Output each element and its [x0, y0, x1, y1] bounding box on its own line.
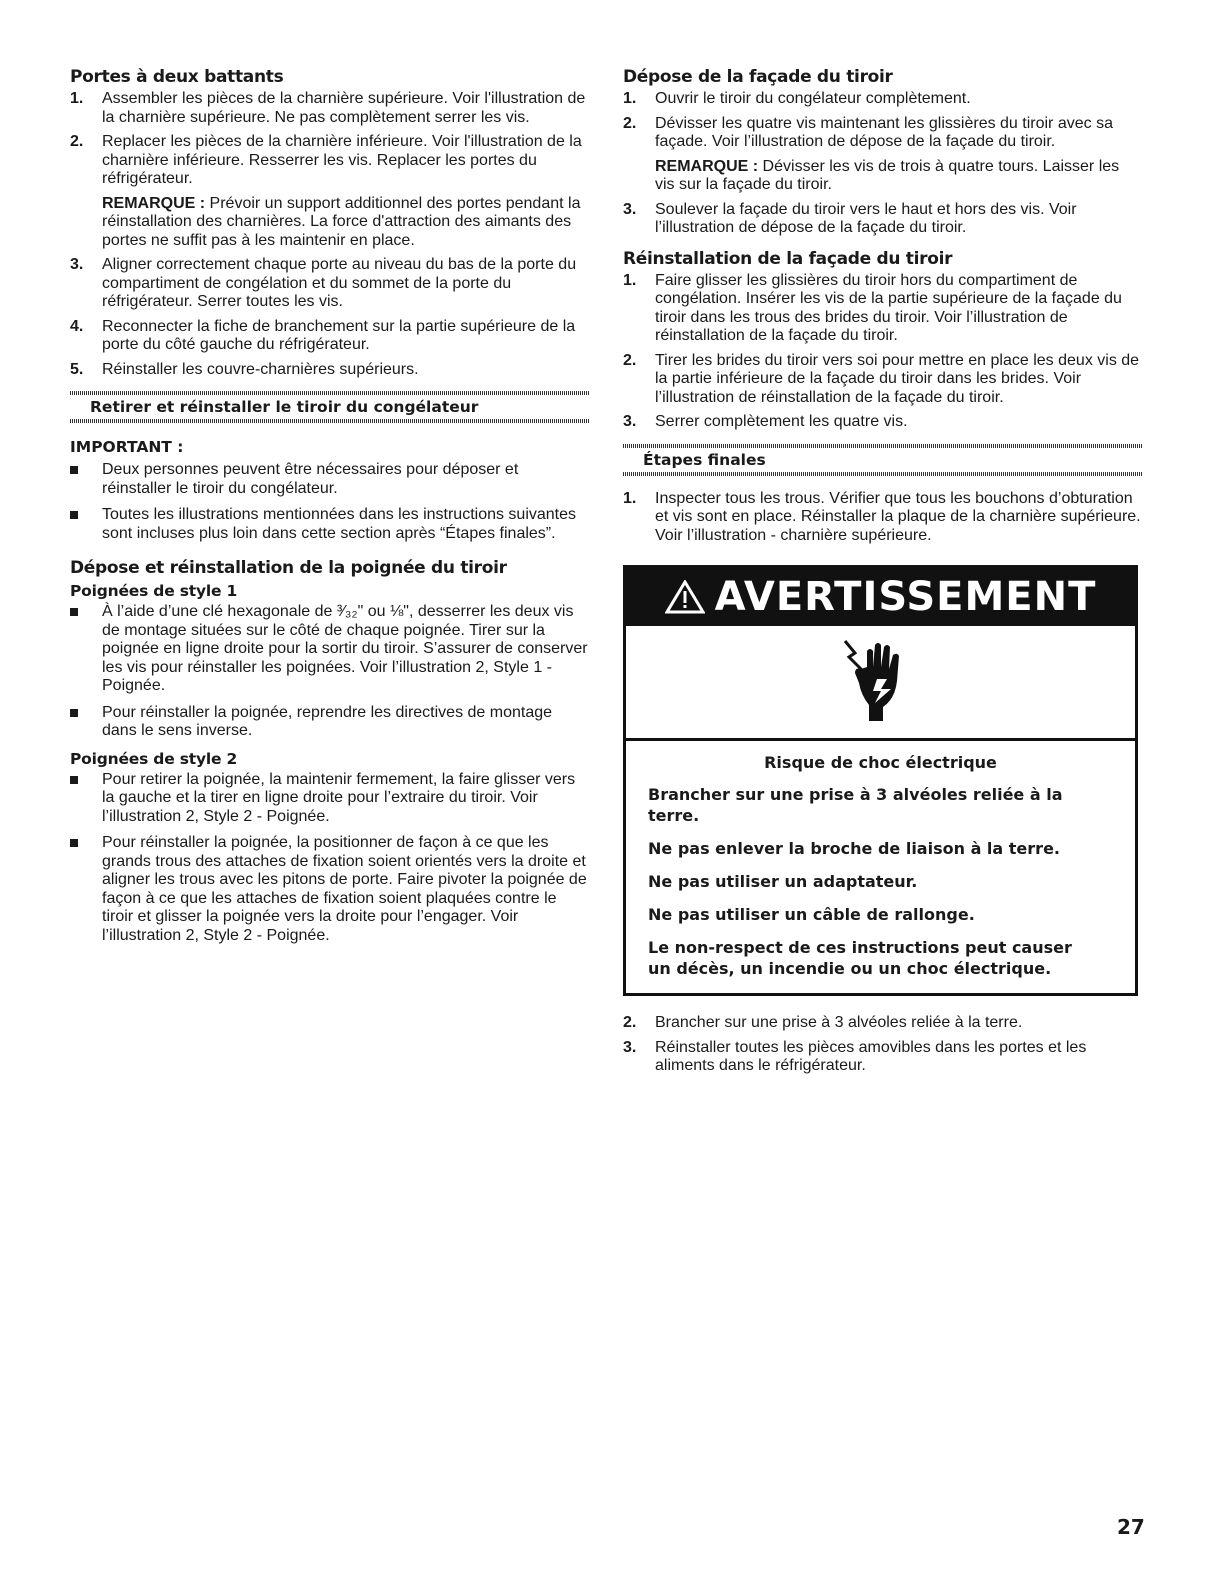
step-text: Assembler les pièces de la charnière supérieure. Voir l'illustration de la charnière supérieure. Ne pas complètement serrer les vis. — [102, 90, 586, 126]
step-number: 3. — [623, 413, 637, 430]
warning-triangle-icon — [665, 580, 705, 614]
step-text: Serrer complètement les quatre vis. — [655, 413, 908, 430]
step-item — [70, 318, 590, 355]
warning-box — [623, 565, 1138, 996]
warning-consequence — [648, 937, 1113, 979]
note-label: REMARQUE : — [655, 157, 759, 175]
right-column — [623, 66, 1143, 1082]
steps-depose — [623, 90, 1143, 238]
step-number: 2. — [70, 133, 84, 150]
step-text: Brancher sur une prise à 3 alvéoles reliée à la terre. — [655, 1014, 1023, 1031]
bullet-icon — [70, 511, 78, 519]
warning-header — [626, 568, 1135, 626]
warning-line: Ne pas utiliser un câble de rallonge. — [648, 905, 975, 924]
section-title-portes-deux-battants: Portes à deux battants — [70, 67, 284, 87]
list-item — [70, 834, 590, 945]
note-text: Dévisser les vis de trois à quatre tours. Laisser les vis sur la façade du tiroir. — [655, 157, 1120, 193]
step-number: 1. — [70, 90, 84, 107]
step-number: 3. — [623, 200, 637, 218]
electric-shock-hand-icon — [841, 637, 921, 727]
step-item — [623, 413, 1143, 432]
page-number: 27 — [1117, 1515, 1145, 1539]
warning-body — [626, 741, 1135, 993]
step-item — [623, 115, 1143, 195]
step-number: 2. — [623, 114, 637, 132]
list-item — [70, 771, 590, 827]
steps-reinstallation — [623, 272, 1143, 432]
step-item — [623, 490, 1143, 546]
warning-line: Ne pas utiliser un adaptateur. — [648, 872, 918, 891]
note — [655, 158, 1143, 195]
list-item-text: À l’aide d’une clé hexagonale de ³⁄₃₂" ou ⅛", desserrer les deux vis de montage situées sur le côté de chaque poignée. Tirer sur la poignée en ligne droite pour la sortir du tiroir. S’assurer de conserver les vis pour réinstaller les poignées. Voir l’illustration 2, Style 1 - Poignée. — [102, 603, 588, 694]
step-number: 3. — [70, 256, 84, 273]
step-number: 3. — [623, 1038, 637, 1056]
step-text: Inspecter tous les trous. Vérifier que tous les bouchons d’obturation et vis sont en place. Réinstaller la plaque de la charnière supérieure. Voir l’illustration - charnière supérieure. — [655, 489, 1141, 544]
warning-hazard: Risque de choc électrique — [764, 753, 997, 772]
step-item — [70, 133, 590, 250]
steps-portes — [70, 90, 590, 379]
step-number: 2. — [623, 351, 637, 369]
list-item — [70, 603, 590, 696]
warning-line: Brancher sur une prise à 3 alvéoles reliée à la terre. — [648, 785, 1063, 825]
list-item-text: Toutes les illustrations mentionnées dans les instructions suivantes sont incluses plus loin dans cette section après “Étapes finales”. — [102, 506, 577, 542]
step-item — [623, 352, 1143, 408]
subsection-title-style1: Poignées de style 1 — [70, 582, 238, 600]
bullet-icon — [70, 608, 78, 616]
step-text: Faire glisser les glissières du tiroir hors du compartiment de congélation. Insérer les vis de la partie supérieure de la façade du tiroir dans les trous des brides du tiroir. Voir l’illustration de réinstallation de la façade du tiroir. — [655, 271, 1122, 344]
section-band-tiroir: Retirer et réinstaller le tiroir du congélateur — [70, 391, 590, 423]
bullet-icon — [70, 839, 78, 847]
section-title-poignee: Dépose et réinstallation de la poignée du tiroir — [70, 558, 507, 578]
note — [102, 195, 590, 251]
step-number: 2. — [623, 1014, 637, 1031]
step-text: Aligner correctement chaque porte au niveau du bas de la porte du compartiment de congélation et du sommet de la porte du réfrigérateur. Serrer toutes les vis. — [102, 256, 577, 310]
warning-consequence-line-2: un décès, un incendie ou un choc électrique. — [648, 959, 1052, 978]
step-text: Ouvrir le tiroir du congélateur complètement. — [655, 90, 971, 107]
bullet-icon — [70, 776, 78, 784]
warning-line: Ne pas enlever la broche de liaison à la terre. — [648, 839, 1060, 858]
step-item — [623, 272, 1143, 346]
left-column — [70, 66, 590, 953]
step-item — [623, 90, 1143, 109]
list-item-text: Pour réinstaller la poignée, la positionner de façon à ce que les grands trous des attaches de fixation soient orientés vers la droite et aligner les trous avec les pitons de porte. Faire pivoter la poignée de façon à ce que les attaches de fixation soient plaquées contre le tiroir et glisser la poignée vers la droite pour l’engager. Voir l’illustration 2, Style 2 - Poignée. — [102, 834, 587, 944]
step-text: Soulever la façade du tiroir vers le haut et hors des vis. Voir l’illustration de dépose de la façade du tiroir. — [655, 200, 1077, 236]
warning-consequence-line-1: Le non-respect de ces instructions peut causer — [648, 938, 1072, 957]
step-text: Réinstaller les couvre-charnières supérieurs. — [102, 360, 419, 378]
list-item — [70, 461, 590, 498]
steps-finales — [623, 490, 1143, 546]
step-number: 1. — [623, 489, 637, 507]
step-number: 1. — [623, 271, 637, 289]
style2-list — [70, 771, 590, 946]
warning-icon-area — [626, 626, 1135, 741]
section-title-depose-facade: Dépose de la façade du tiroir — [623, 67, 893, 87]
step-item — [623, 1014, 1143, 1033]
bullet-icon — [70, 709, 78, 717]
step-item — [623, 201, 1143, 238]
list-item — [70, 704, 590, 741]
note-label: REMARQUE : — [102, 194, 206, 212]
style1-list — [70, 603, 590, 741]
section-title-reinstallation-facade: Réinstallation de la façade du tiroir — [623, 248, 953, 269]
step-text: Replacer les pièces de la charnière inférieure. Voir l'illustration de la charnière inférieure. Resserrer les vis. Replacer les portes du réfrigérateur. — [102, 133, 582, 187]
step-item — [623, 1039, 1143, 1076]
list-item-text: Deux personnes peuvent être nécessaires pour déposer et réinstaller le tiroir du congélateur. — [102, 461, 519, 497]
note-text: Prévoir un support additionnel des portes pendant la réinstallation des charnières. La force d'attraction des aimants des portes ne suffit pas à les maintenir en place. — [102, 194, 581, 249]
bullet-icon — [70, 466, 78, 474]
step-text: Tirer les brides du tiroir vers soi pour mettre en place les deux vis de la partie inférieure de la façade du tiroir dans les brides. Voir l’illustration de réinstallation de la façade du tiroir. — [655, 351, 1140, 406]
step-number: 1. — [623, 90, 637, 107]
step-number: 4. — [70, 317, 84, 335]
warning-title: AVERTISSEMENT — [714, 574, 1097, 620]
step-item — [70, 361, 590, 380]
step-text: Réinstaller toutes les pièces amovibles dans les portes et les aliments dans le réfrigérateur. — [655, 1038, 1087, 1074]
subsection-title-style2: Poignées de style 2 — [70, 749, 238, 768]
important-label: IMPORTANT : — [70, 438, 184, 456]
section-band-etapes-finales: Étapes finales — [623, 444, 1143, 476]
step-text: Reconnecter la fiche de branchement sur la partie supérieure de la porte du côté gauche du réfrigérateur. — [102, 317, 576, 353]
step-number: 5. — [70, 360, 84, 378]
steps-finales-suite — [623, 1014, 1143, 1076]
important-list — [70, 461, 590, 543]
step-text: Dévisser les quatre vis maintenant les glissières du tiroir avec sa façade. Voir l’illustration de dépose de la façade du tiroir. — [655, 114, 1113, 150]
step-item — [70, 256, 590, 312]
step-item — [70, 90, 590, 127]
list-item-text: Pour réinstaller la poignée, reprendre les directives de montage dans le sens inverse. — [102, 703, 553, 739]
list-item — [70, 506, 590, 543]
list-item-text: Pour retirer la poignée, la maintenir fermement, la faire glisser vers la gauche et la tirer en ligne droite pour l’extraire du tiroir. Voir l’illustration 2, Style 2 - Poignée. — [102, 770, 576, 825]
